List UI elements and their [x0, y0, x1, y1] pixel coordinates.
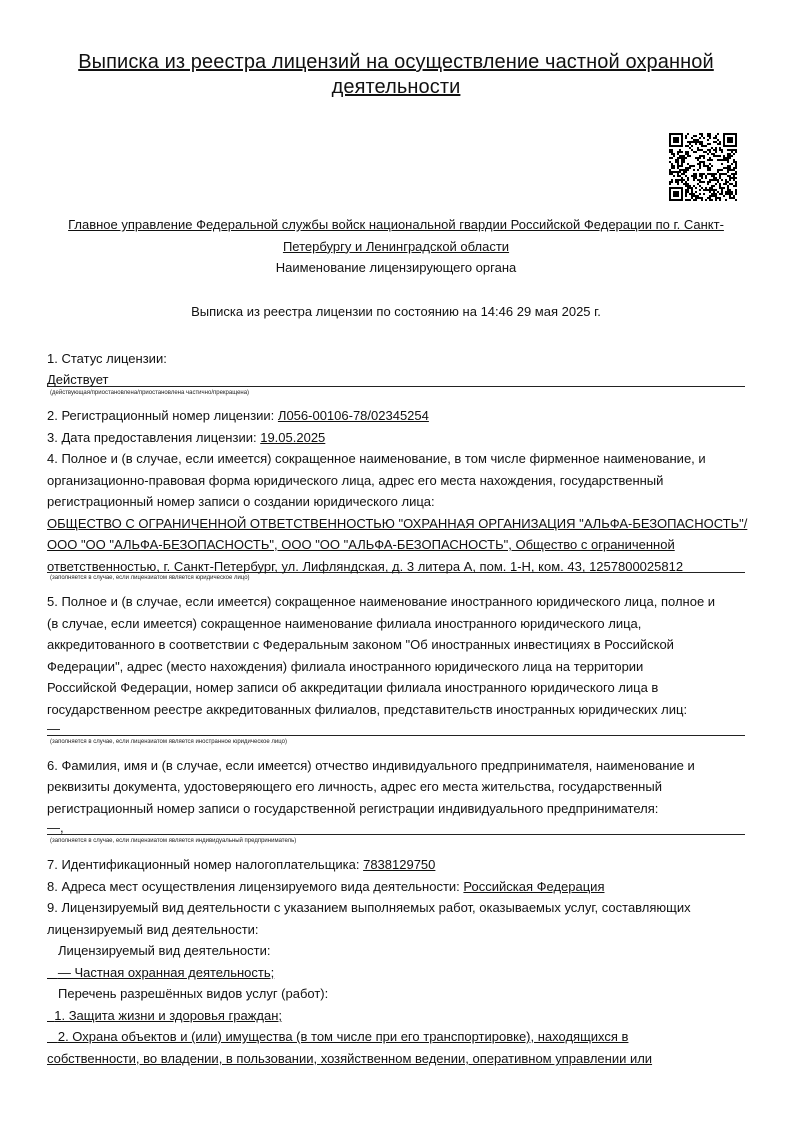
- legal-entity-label-line-1: 4. Полное и (в случае, если имеется) сокращенное наименование, в том числе фирменное наименование, и: [47, 451, 706, 466]
- legal-entity-value-line-3: ответственностью, г. Санкт-Петербург, ул. Лифляндская, д. 3 литера А, пом. 1-Н, ком. 43, 1257800025812: [47, 559, 684, 574]
- issue-date-label: 3. Дата предоставления лицензии:: [47, 430, 257, 445]
- status-note: (действующая/приостановлена/приостановлена частично/прекращена): [50, 390, 250, 396]
- entrepreneur-label-line-2: реквизиты документа, удостоверяющего его личность, адрес его места жительства, государственный: [47, 779, 662, 794]
- foreign-entity-note: (заполняется в случае, если лицензиатом является иностранное юридическое лицо): [50, 739, 287, 745]
- legal-entity-value-line-2: ООО "ОО "АЛЬФА-БЕЗОПАСНОСТЬ", ООО "ОО "АЛЬФА-БЕЗОПАСНОСТЬ", Общество с ограниченной: [47, 537, 675, 552]
- document-title: Выписка из реестра лицензий на осуществление частной охранной деятельности: [78, 51, 714, 98]
- entrepreneur-underline: [47, 834, 745, 835]
- status-label: 1. Статус лицензии:: [47, 351, 167, 366]
- authority-name-line-2: Петербургу и Ленинградской области: [282, 238, 510, 254]
- activity-address-label: 8. Адреса мест осуществления лицензируемого вида деятельности:: [47, 879, 460, 894]
- service-item-2-line-1-text: 2. Охрана объектов и (или) имущества (в том числе при его транспортировке), находящихся в: [57, 1029, 629, 1044]
- foreign-entity-underline: [47, 735, 745, 736]
- foreign-entity-label-line-1: 5. Полное и (в случае, если имеется) сокращенное наименование иностранного юридического лица, полное и: [47, 594, 716, 609]
- authority-caption: Наименование лицензирующего органа: [275, 260, 517, 275]
- activity-value: [47, 962, 274, 984]
- legal-entity-value-line-1: ОБЩЕСТВО С ОГРАНИЧЕННОЙ ОТВЕТСТВЕННОСТЬЮ "ОХРАННАЯ ОРГАНИЗАЦИЯ "АЛЬФА-БЕЗОПАСНОСТЬ"/: [47, 516, 748, 531]
- status-value: Действует: [47, 372, 109, 387]
- registration-number-label: 2. Регистрационный номер лицензии:: [47, 408, 275, 423]
- foreign-entity-label-line-2: (в случае, если имеется) сокращенное наименование филиала иностранного юридического лица,: [47, 616, 642, 631]
- foreign-entity-value: —: [47, 721, 60, 736]
- entrepreneur-label-line-3: регистрационный номер записи о государственной регистрации индивидуального предпринимателя:: [47, 801, 659, 816]
- tax-id-row: [47, 854, 435, 876]
- tax-id-label: 7. Идентификационный номер налогоплательщика:: [47, 857, 360, 872]
- activity-type-label-line-1: 9. Лицензируемый вид деятельности с указанием выполняемых работ, оказываемых услуг, составляющих: [47, 900, 691, 915]
- services-caption: Перечень разрешённых видов услуг (работ):: [58, 986, 329, 1001]
- service-item-2-line-2: собственности, во владении, в пользовании, хозяйственном ведении, оперативном управлении или: [47, 1051, 653, 1066]
- legal-entity-note: (заполняется в случае, если лицензиатом является юридическое лицо): [50, 575, 250, 581]
- foreign-entity-label-line-6: государственном реестре аккредитованных филиалов, представительств иностранных юридических лиц:: [47, 702, 688, 717]
- issue-date-row: [47, 427, 325, 449]
- snapshot-statement: Выписка из реестра лицензии по состоянию на 14:46 29 мая 2025 г.: [191, 304, 601, 319]
- tax-id-value: 7838129750: [363, 857, 436, 872]
- activity-value-text: — Частная охранная деятельность;: [57, 965, 275, 980]
- activity-type-label-line-2: лицензируемый вид деятельности:: [47, 922, 259, 937]
- licensing-authority: [40, 214, 752, 279]
- registration-number-row: [47, 405, 429, 427]
- authority-name-line-1: Главное управление Федеральной службы войск национальной гвардии Российской Федерации по г. Санкт-: [68, 217, 724, 232]
- service-item-1: [47, 1005, 282, 1027]
- qr-code-icon: [669, 133, 737, 201]
- activity-address-row: [47, 876, 604, 898]
- activity-address-value: Российская Федерация: [463, 879, 605, 894]
- registration-number-value: Л056-00106-78/02345254: [277, 408, 429, 423]
- issue-date-value: 19.05.2025: [260, 430, 326, 445]
- entrepreneur-value: —,: [47, 820, 64, 835]
- service-item-1-text: 1. Защита жизни и здоровья граждан;: [54, 1008, 283, 1023]
- entrepreneur-note: (заполняется в случае, если лицензиатом является индивидуальный предприниматель): [50, 838, 297, 844]
- foreign-entity-label-line-5: Российской Федерации, номер записи об аккредитации филиала иностранного юридического лица в: [47, 680, 659, 695]
- activity-caption: Лицензируемый вид деятельности:: [58, 943, 271, 958]
- service-item-2-line-1: [47, 1026, 628, 1048]
- entrepreneur-label-line-1: 6. Фамилия, имя и (в случае, если имеется) отчество индивидуального предпринимателя, наименование и: [47, 758, 695, 773]
- legal-entity-underline: [47, 572, 745, 573]
- foreign-entity-label-line-4: Федерации", адрес (место нахождения) филиала иностранного юридического лица на территории: [47, 659, 644, 674]
- status-underline: [47, 386, 745, 387]
- legal-entity-label-line-3: регистрационный номер записи о создании юридического лица:: [47, 494, 435, 509]
- legal-entity-label-line-2: организационно-правовая форма юридического лица, адрес его места нахождения, государственный: [47, 473, 664, 488]
- foreign-entity-label-line-3: аккредитованного в соответствии с Федеральным законом "Об иностранных инвестициях в Российской: [47, 637, 674, 652]
